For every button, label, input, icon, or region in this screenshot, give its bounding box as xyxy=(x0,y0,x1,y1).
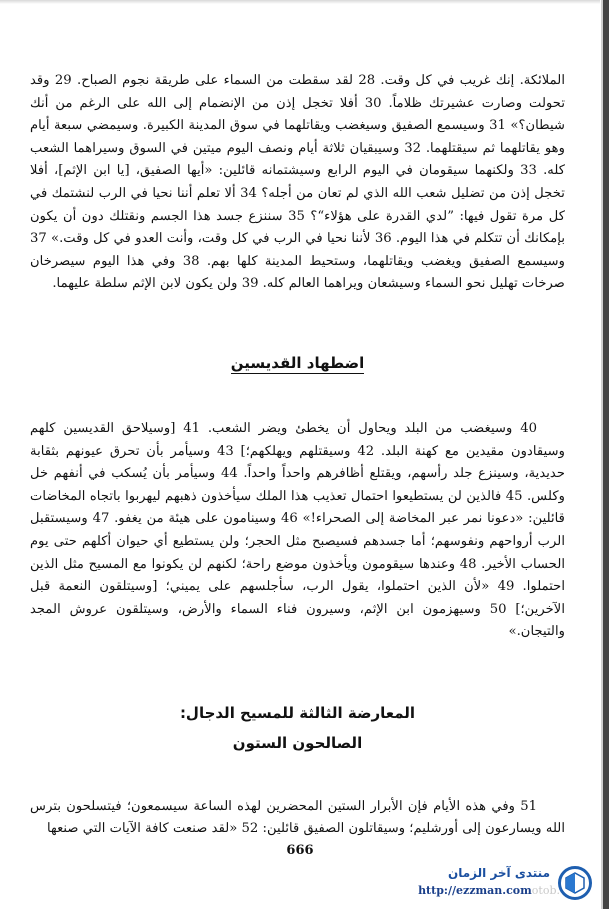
watermark-url xyxy=(418,884,560,897)
paragraph-verses-51-52: 51 وفي هذه الأيام فإن الأبرار الستين المحضرين لهذه الساعة سيسمعون؛ فيتسلحون بترس الله ويسارعون إلى أورشليم؛ وسيقاتلون الصفيق قائلين: 52 «لقد صنعت كافة الآيات التي صنعها xyxy=(30,798,565,837)
section-subheading-sixty-righteous: الصالحون الستون xyxy=(232,733,363,752)
paragraph-verses-40-50: 40 وسيغضب من البلد ويحاول أن يخطئ ويضر الشعب. 41 [وسيلاحق القديسين كلهم وسيقادون مقيدين مع كهنة البلد. 42 وسيقتلهم ويهلكهم؛] 43 وسيأمر بأن تحرق عيونهم بثقابة حديدية، وسينزع جلد رأسهم، ويقتلع أظافرهم واحداً واحداً. 44 وسيأمر بأن يُسكب في أنفهم خل وكلس. 45 فالذين لن يستطيعوا احتمال تعذيب هذا الملك سيأخذون ذهبهم ليهربوا باتجاه المخاضات قائلين: «دعونا نمر عبر المخاضة إلى الصحراء!» 46 وسينامون على هيئة من يغفو. 47 وسيستقبل الرب أرواحهم ونفوسهم؛ أما جسدهم فسيصبح مثل الحجر؛ ولن يستطيع أي حيوان أكلهم حتى يوم الحساب الأخير. 48 وعندها سيقومون ويأخذون موضع راحة؛ لكنهم لن يكونوا مع المسيح مثل الذين احتملوا. 49 «لأن الذين احتملوا، يقول الرب، سأجلسهم على يميني؛ [وسيتلقون النعمة قبل الآخرين؛] 50 وسيهزمون ابن الإثم، وسيرون فناء السماء والأرض، وسيتلقون عروش المجد والتيجان.» xyxy=(30,420,565,640)
section-heading-text: اضطهاد القديسين xyxy=(230,353,365,372)
watermark-url-ghost: otob. xyxy=(531,884,560,897)
watermark-title: منتدى آخر الزمان xyxy=(448,866,550,880)
section-heading-persecution xyxy=(30,354,565,372)
page-number: 666 xyxy=(286,843,314,858)
section-heading-third-opposition: المعارضة الثالثة للمسيح الدجال: xyxy=(179,703,416,722)
window-right-border xyxy=(603,0,609,909)
paragraph-verses-27-39: الملائكة. إنك غريب في كل وقت. 28 لقد سقطت من السماء على طريقة نجوم الصباح. 29 وقد تحولت وصارت عشيرتك ظلاماً. 30 أفلا تخجل إذن من الإنضمام إلى الله على الرغم من أنك شيطان؟» 31 وسيسمع الصفيق وسيغضب ويقاتلهما في سوق المدينة الكبيرة. وسيمضي سبعة أيام وهو يقاتلهما ثم سيقتلهما. 32 وسيبقيان ثلاثة أيام ونصف اليوم ميتين في السوق وسيراهما الشعب كله. 33 ولكنهما سيقومان في اليوم الرابع وسيشتمانه قائلين: «أيها الصفيق، [يا ابن الإثم]، أفلا تخجل إذن من تضليل شعب الله الذي لم تعان من أجله؟ 34 ألا تعلم أننا نحيا في الرب لنشتمك في كل مرة تقول فيها: ”لدي القدرة على هؤلاء“؟ 35 سننزع جسد هذا الجسم ونقتلك دون أن يكون بإمكانك أن تتكلم في هذا اليوم. 36 لأننا نحيا في الرب في كل وقت، وأنت العدو في كل وقت.» 37 وسيسمع الصفيق ويغضب ويقاتلهما، وستحيط المدينة كلها بهم. 38 وفي هذا اليوم سيصرخان صرخات تهليل نحو السماء وسيشعان ويراهما العالم كله. 39 ولن يكون لابن الإثم سلطة عليهما. xyxy=(30,73,566,292)
forum-watermark xyxy=(420,864,600,904)
watermark-url-text: http://ezzman.com xyxy=(418,884,532,897)
top-edge-shadow xyxy=(0,0,600,4)
hexagon-logo-icon xyxy=(558,866,592,900)
document-page xyxy=(30,70,565,841)
